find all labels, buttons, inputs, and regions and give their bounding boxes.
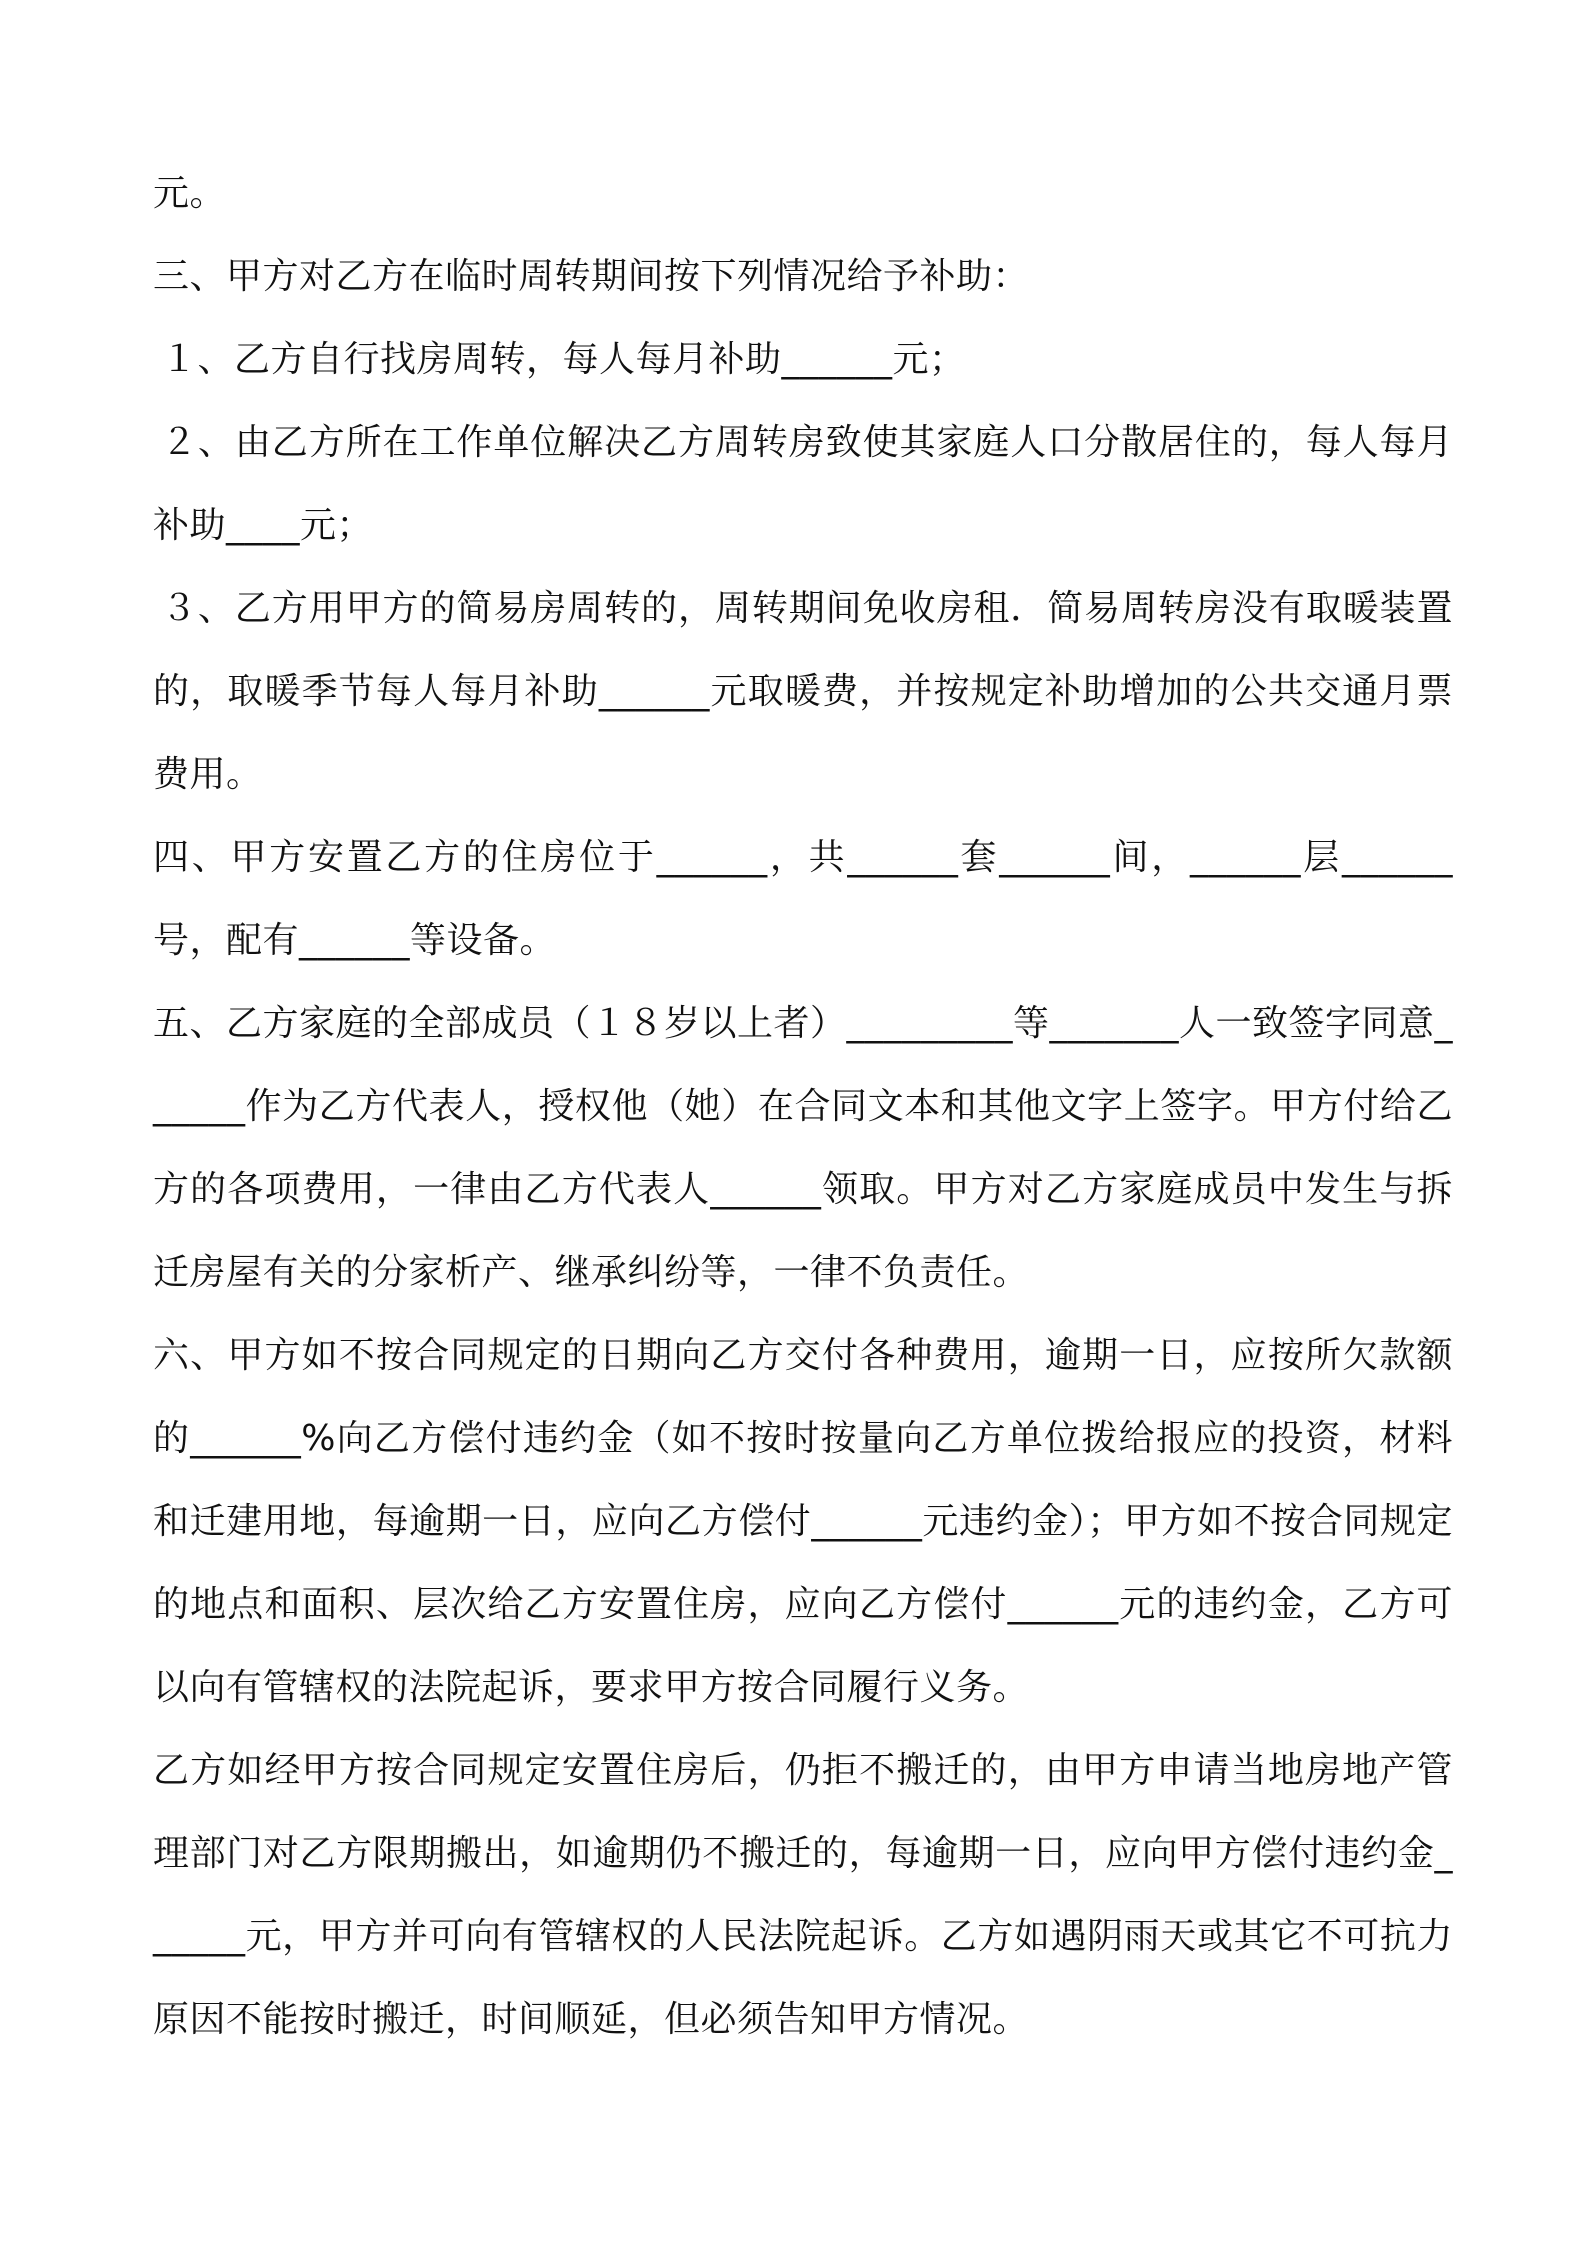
section-3-item-2: ２、由乙方所在工作单位解决乙方周转房致使其家庭人口分散居住的，每人每月补助____元； [153, 422, 1453, 546]
section-3-heading: 三、甲方对乙方在临时周转期间按下列情况给予补助： [153, 256, 1030, 297]
section-5: 五、乙方家庭的全部成员（１８岁以上者）_________等_______人一致签字同意______作为乙方代表人，授权他（她）在合同文本和其他文字上签字。甲方付给乙方的各项费用，一律由乙方代表人______领取。甲方对乙方家庭成员中发生与拆迁房屋有关的分家析产、继承纠纷等，一律不负责任。 [153, 1003, 1454, 1293]
section-4: 四、甲方安置乙方的住房位于______，共______套______间，______层______号，配有______等设备。 [153, 837, 1453, 961]
section-3-item-3: ３、乙方用甲方的简易房周转的，周转期间免收房租．简易周转房没有取暖装置的，取暖季节每人每月补助______元取暖费，并按规定补助增加的公共交通月票费用。 [153, 588, 1453, 795]
document-body [153, 152, 1453, 2061]
section-6: 六、甲方如不按合同规定的日期向乙方交付各种费用，逾期一日，应按所欠款额的______%向乙方偿付违约金（如不按时按量向乙方单位拨给报应的投资，材料和迁建用地，每逾期一日，应向乙方偿付______元违约金）；甲方如不按合同规定的地点和面积、层次给乙方安置住房，应向乙方偿付______元的违约金，乙方可以向有管辖权的法院起诉，要求甲方按合同履行义务。 [153, 1335, 1453, 1708]
section-6-relocation-clause: 乙方如经甲方按合同规定安置住房后，仍拒不搬迁的，由甲方申请当地房地产管理部门对乙方限期搬出，如逾期仍不搬迁的，每逾期一日，应向甲方偿付违约金______元，甲方并可向有管辖权的人民法院起诉。乙方如遇阴雨天或其它不可抗力原因不能按时搬迁，时间顺延，但必须告知甲方情况。 [153, 1750, 1453, 2040]
section-3-item-1: １、乙方自行找房周转，每人每月补助______元； [161, 339, 966, 380]
paragraph-continuation: 元。 [153, 173, 227, 214]
